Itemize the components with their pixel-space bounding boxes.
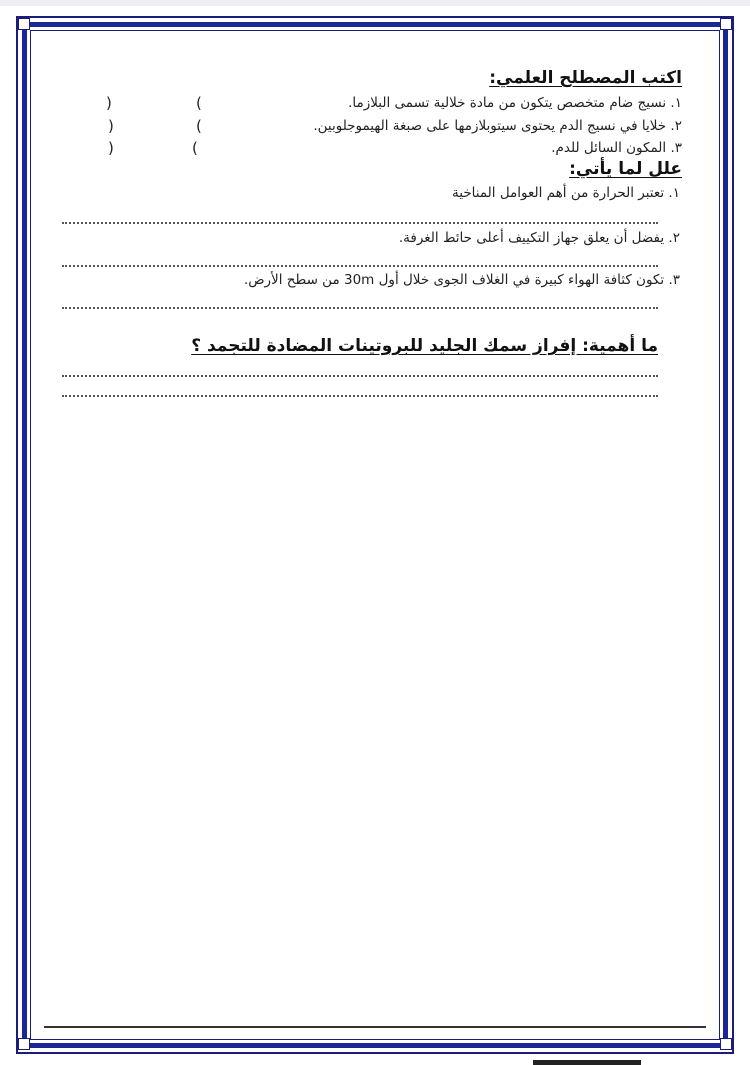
answer-paren-close: )	[108, 139, 114, 157]
section2-item-1: ١. تعتبر الحرارة من أهم العوامل المناخية	[452, 185, 680, 201]
section2-item-2: ٢. يفضل أن يعلق جهاز التكييف أعلى حائط الغرفة.	[398, 230, 680, 246]
answer-line	[62, 263, 658, 267]
answer-paren-close: )	[108, 117, 114, 135]
section2-title: علل لما يأتي:	[569, 159, 682, 179]
answer-paren-open: (	[196, 94, 202, 112]
top-bar	[0, 0, 750, 6]
answer-line	[62, 305, 658, 309]
section1-item-1: ١. نسيج ضام متخصص يتكون من مادة خلالية تسمى البلازما.	[348, 95, 682, 111]
answer-line	[62, 393, 658, 397]
border-corner	[720, 18, 732, 30]
answer-paren-open: (	[196, 117, 202, 135]
answer-line	[62, 373, 658, 377]
page-border-thin	[30, 30, 720, 1040]
section1-title: اكتب المصطلح العلمي:	[489, 68, 682, 88]
bottom-bar	[533, 1060, 641, 1065]
border-corner	[18, 1038, 30, 1050]
section2-item-3: ٣. تكون كثافة الهواء كبيرة في الغلاف الجوى خلال أول 30m من سطح الأرض.	[243, 272, 680, 288]
answer-paren-close: )	[106, 94, 112, 112]
answer-paren-open: (	[192, 139, 198, 157]
border-corner	[720, 1038, 732, 1050]
section1-item-3: ٣. المكون السائل للدم.	[551, 140, 682, 156]
border-corner	[18, 18, 30, 30]
footer-rule	[44, 1026, 706, 1028]
section1-item-2: ٢. خلايا في نسيج الدم يحتوى سيتوبلازمها على صبغة الهيموجلوبين.	[313, 118, 682, 134]
answer-line	[62, 220, 658, 224]
section3-title: ما أهمية: إفراز سمك الجليد للبروتينات المضادة للتجمد ؟	[191, 336, 658, 356]
